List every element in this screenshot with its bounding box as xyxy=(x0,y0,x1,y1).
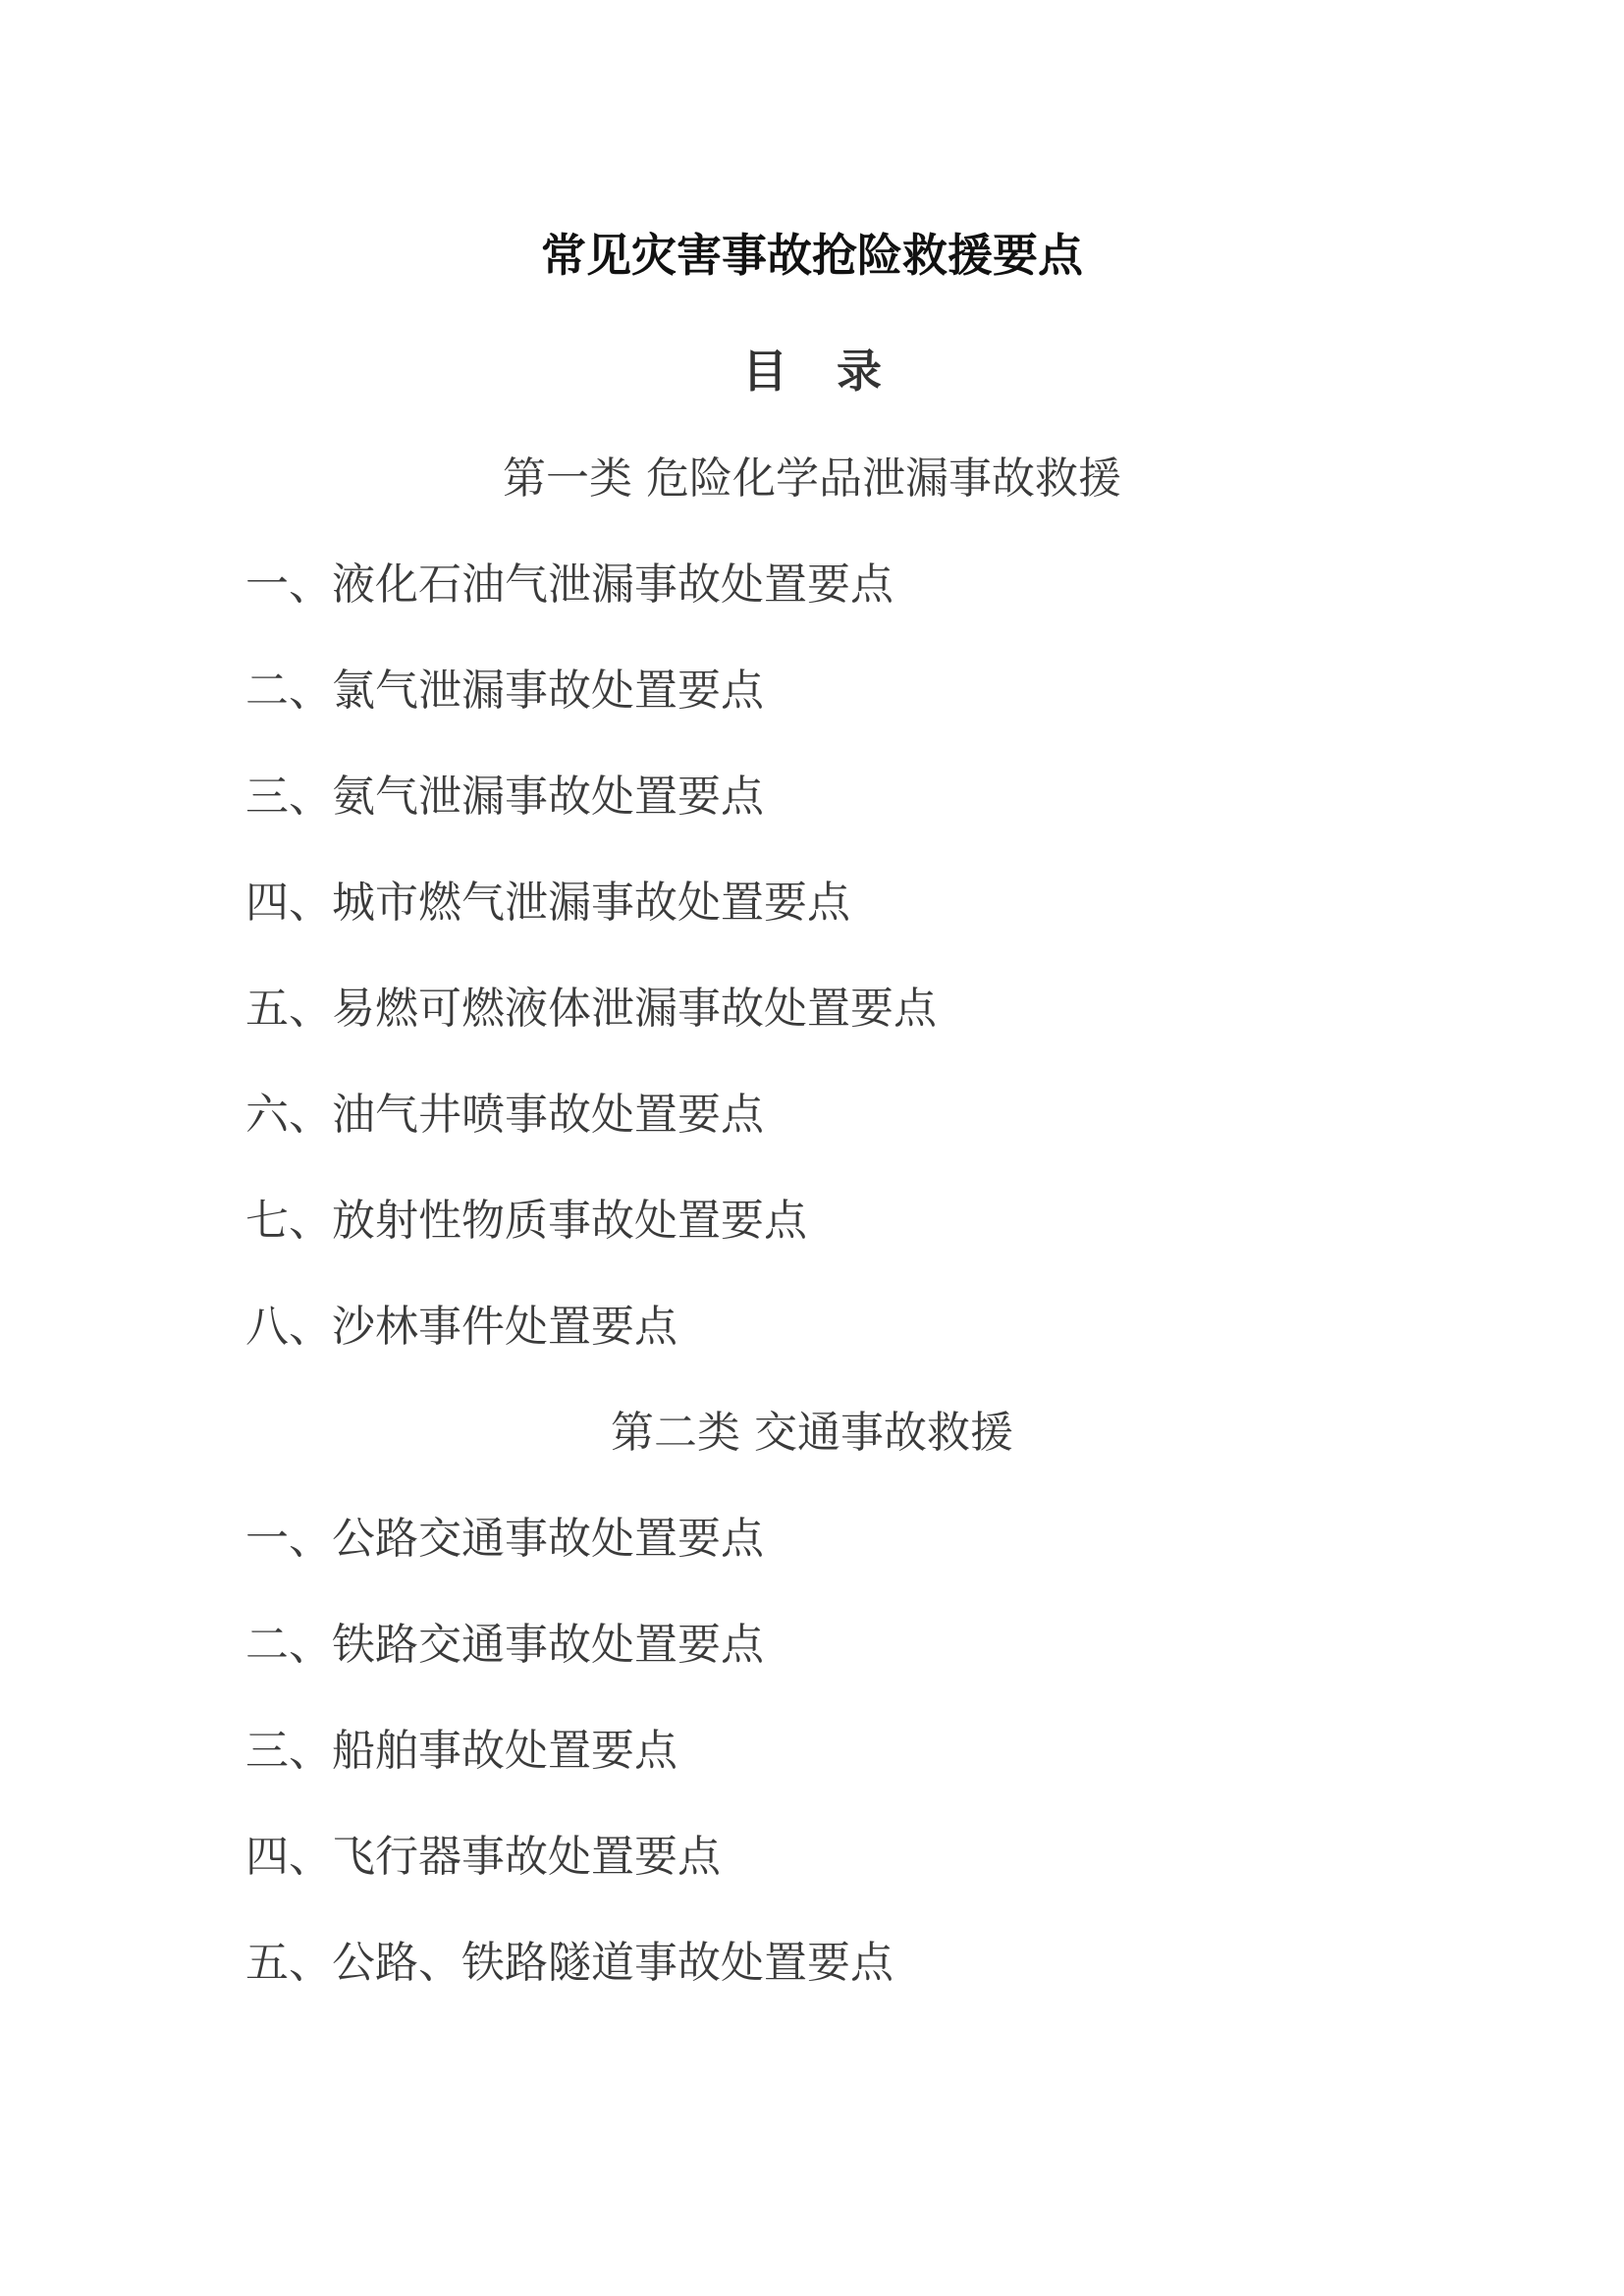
toc-category-2: 第二类 交通事故救援 xyxy=(611,1408,1013,1458)
toc-category-1: 第一类 危险化学品泄漏事故救援 xyxy=(503,454,1121,504)
toc-item: 五、公路、铁路隧道事故处置要点 xyxy=(245,1938,893,1988)
toc-item: 六、油气井喷事故处置要点 xyxy=(245,1090,764,1140)
toc-item: 八、沙林事件处置要点 xyxy=(245,1302,677,1352)
toc-item: 一、液化石油气泄漏事故处置要点 xyxy=(245,560,893,610)
document-title: 常见灾害事故抢险救援要点 xyxy=(541,229,1083,282)
toc-item: 二、氯气泄漏事故处置要点 xyxy=(245,666,764,716)
toc-item: 三、氨气泄漏事故处置要点 xyxy=(245,772,764,822)
toc-item: 四、城市燃气泄漏事故处置要点 xyxy=(245,878,850,928)
toc-item: 三、船舶事故处置要点 xyxy=(245,1726,677,1776)
toc-heading: 目录 xyxy=(742,345,931,398)
toc-item: 一、公路交通事故处置要点 xyxy=(245,1514,764,1564)
toc-item: 七、放射性物质事故处置要点 xyxy=(245,1196,807,1246)
toc-item: 四、飞行器事故处置要点 xyxy=(245,1832,721,1882)
toc-item: 二、铁路交通事故处置要点 xyxy=(245,1620,764,1670)
toc-item: 五、易燃可燃液体泄漏事故处置要点 xyxy=(245,984,937,1034)
